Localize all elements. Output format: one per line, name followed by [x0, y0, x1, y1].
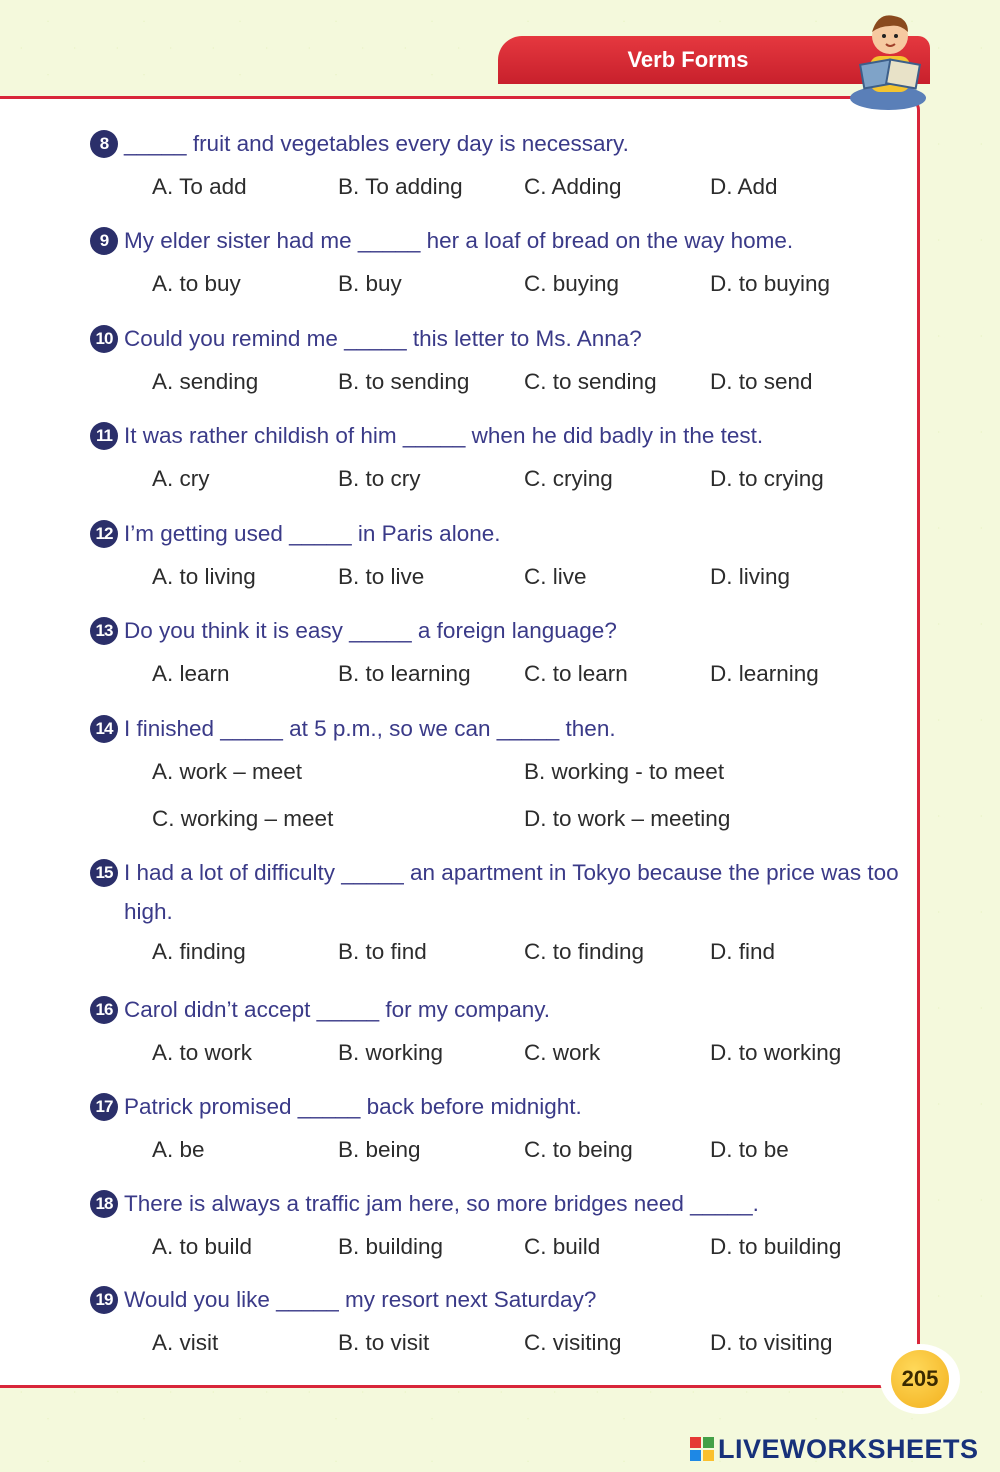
question-number-badge: 12	[90, 520, 118, 548]
brand-name: LIVEWORKSHEETS	[718, 1433, 979, 1464]
answer-options	[152, 1135, 910, 1165]
option-b[interactable]: B. working - to meet	[524, 759, 725, 784]
option-b[interactable]: B. being	[338, 1137, 421, 1162]
option-d[interactable]: D. living	[710, 564, 791, 589]
question-number-badge: 18	[90, 1190, 118, 1218]
question-stem: It was rather childish of him _____ when he did badly in the test.	[124, 423, 764, 448]
option-b[interactable]: B. building	[338, 1234, 444, 1259]
option-d[interactable]: D. to buying	[710, 271, 831, 296]
question-number-badge: 11	[90, 422, 118, 450]
answer-options	[152, 269, 910, 299]
answer-options	[152, 1328, 910, 1358]
option-d[interactable]: D. to work – meeting	[524, 806, 731, 831]
question-19	[90, 1284, 910, 1364]
answer-options	[152, 562, 910, 592]
option-d[interactable]: D. to be	[710, 1137, 789, 1162]
liveworksheets-logo-icon	[690, 1437, 714, 1461]
option-a[interactable]: A. to work	[152, 1040, 253, 1065]
option-d[interactable]: D. to building	[710, 1234, 842, 1259]
question-16	[90, 994, 910, 1091]
option-c[interactable]: C. visiting	[524, 1330, 622, 1355]
page-title: Verb Forms	[627, 47, 749, 72]
question-15	[90, 857, 910, 994]
question-number-badge: 10	[90, 325, 118, 353]
option-b[interactable]: B. To adding	[338, 174, 463, 199]
question-number-badge: 17	[90, 1093, 118, 1121]
page-number-badge	[880, 1344, 960, 1414]
question-number-badge: 13	[90, 617, 118, 645]
option-c[interactable]: C. Adding	[524, 174, 622, 199]
option-d[interactable]: D. to send	[710, 369, 813, 394]
option-c[interactable]: C. to sending	[524, 369, 657, 394]
option-a[interactable]: A. learn	[152, 661, 230, 686]
question-stem: I’m getting used _____ in Paris alone.	[124, 521, 501, 546]
option-b[interactable]: B. working	[338, 1040, 444, 1065]
page-number: 205	[891, 1350, 949, 1408]
answer-options	[152, 172, 910, 202]
question-17	[90, 1091, 910, 1188]
option-c[interactable]: C. build	[524, 1234, 601, 1259]
question-8	[90, 128, 910, 225]
question-number-badge: 16	[90, 996, 118, 1024]
answer-options	[152, 757, 910, 834]
answer-options	[152, 659, 910, 689]
option-a[interactable]: A. sending	[152, 369, 259, 394]
option-b[interactable]: B. to visit	[338, 1330, 430, 1355]
question-18	[90, 1188, 910, 1284]
option-c[interactable]: C. to learn	[524, 661, 628, 686]
option-b[interactable]: B. to live	[338, 564, 425, 589]
question-14	[90, 713, 910, 857]
option-b[interactable]: B. to learning	[338, 661, 471, 686]
option-a[interactable]: A. To add	[152, 174, 247, 199]
question-number-badge: 19	[90, 1286, 118, 1314]
question-stem: I finished _____ at 5 p.m., so we can _____ then.	[124, 716, 616, 741]
option-a[interactable]: A. to build	[152, 1234, 253, 1259]
option-d[interactable]: D. learning	[710, 661, 819, 686]
option-a[interactable]: A. finding	[152, 939, 246, 964]
question-stem: Patrick promised _____ back before midnight.	[124, 1094, 582, 1119]
question-stem: My elder sister had me _____ her a loaf of bread on the way home.	[124, 228, 794, 253]
question-number-badge: 9	[90, 227, 118, 255]
question-stem: Would you like _____ my resort next Saturday?	[124, 1287, 597, 1312]
question-stem: Carol didn’t accept _____ for my company.	[124, 997, 551, 1022]
option-d[interactable]: D. to crying	[710, 466, 824, 491]
option-a[interactable]: A. to living	[152, 564, 256, 589]
option-c[interactable]: C. to finding	[524, 939, 645, 964]
option-b[interactable]: B. to cry	[338, 466, 421, 491]
option-c[interactable]: C. working – meet	[152, 806, 334, 831]
option-b[interactable]: B. to sending	[338, 369, 470, 394]
option-c[interactable]: C. to being	[524, 1137, 633, 1162]
option-d[interactable]: D. find	[710, 939, 776, 964]
question-stem: _____ fruit and vegetables every day is necessary.	[124, 131, 629, 156]
question-number-badge: 15	[90, 859, 118, 887]
question-9	[90, 225, 910, 323]
option-a[interactable]: A. to buy	[152, 271, 241, 296]
option-b[interactable]: B. to find	[338, 939, 427, 964]
option-c[interactable]: C. crying	[524, 466, 613, 491]
option-b[interactable]: B. buy	[338, 271, 402, 296]
question-13	[90, 615, 910, 713]
option-a[interactable]: A. be	[152, 1137, 205, 1162]
question-stem: Do you think it is easy _____ a foreign language?	[124, 618, 617, 643]
reading-boy-illustration	[848, 2, 934, 112]
answer-options	[152, 937, 910, 967]
option-c[interactable]: C. live	[524, 564, 587, 589]
question-10	[90, 323, 910, 420]
question-stem: I had a lot of difficulty _____ an apartment in Tokyo because the price was too high.	[124, 860, 899, 924]
option-a[interactable]: A. work – meet	[152, 759, 303, 784]
option-d[interactable]: D. to working	[710, 1040, 842, 1065]
question-stem: Could you remind me _____ this letter to Ms. Anna?	[124, 326, 642, 351]
question-number-badge: 8	[90, 130, 118, 158]
answer-options	[152, 1038, 910, 1068]
option-a[interactable]: A. cry	[152, 466, 210, 491]
question-12	[90, 518, 910, 615]
option-d[interactable]: D. to visiting	[710, 1330, 833, 1355]
question-number-badge: 14	[90, 715, 118, 743]
question-list	[90, 128, 910, 1364]
question-11	[90, 420, 910, 518]
answer-options	[152, 464, 910, 494]
option-c[interactable]: C. buying	[524, 271, 620, 296]
question-stem: There is always a traffic jam here, so more bridges need _____.	[124, 1191, 759, 1216]
answer-options	[152, 367, 910, 397]
liveworksheets-brand	[690, 1432, 979, 1466]
option-d[interactable]: D. Add	[710, 174, 778, 199]
answer-options	[152, 1232, 910, 1262]
option-c[interactable]: C. work	[524, 1040, 601, 1065]
option-a[interactable]: A. visit	[152, 1330, 219, 1355]
